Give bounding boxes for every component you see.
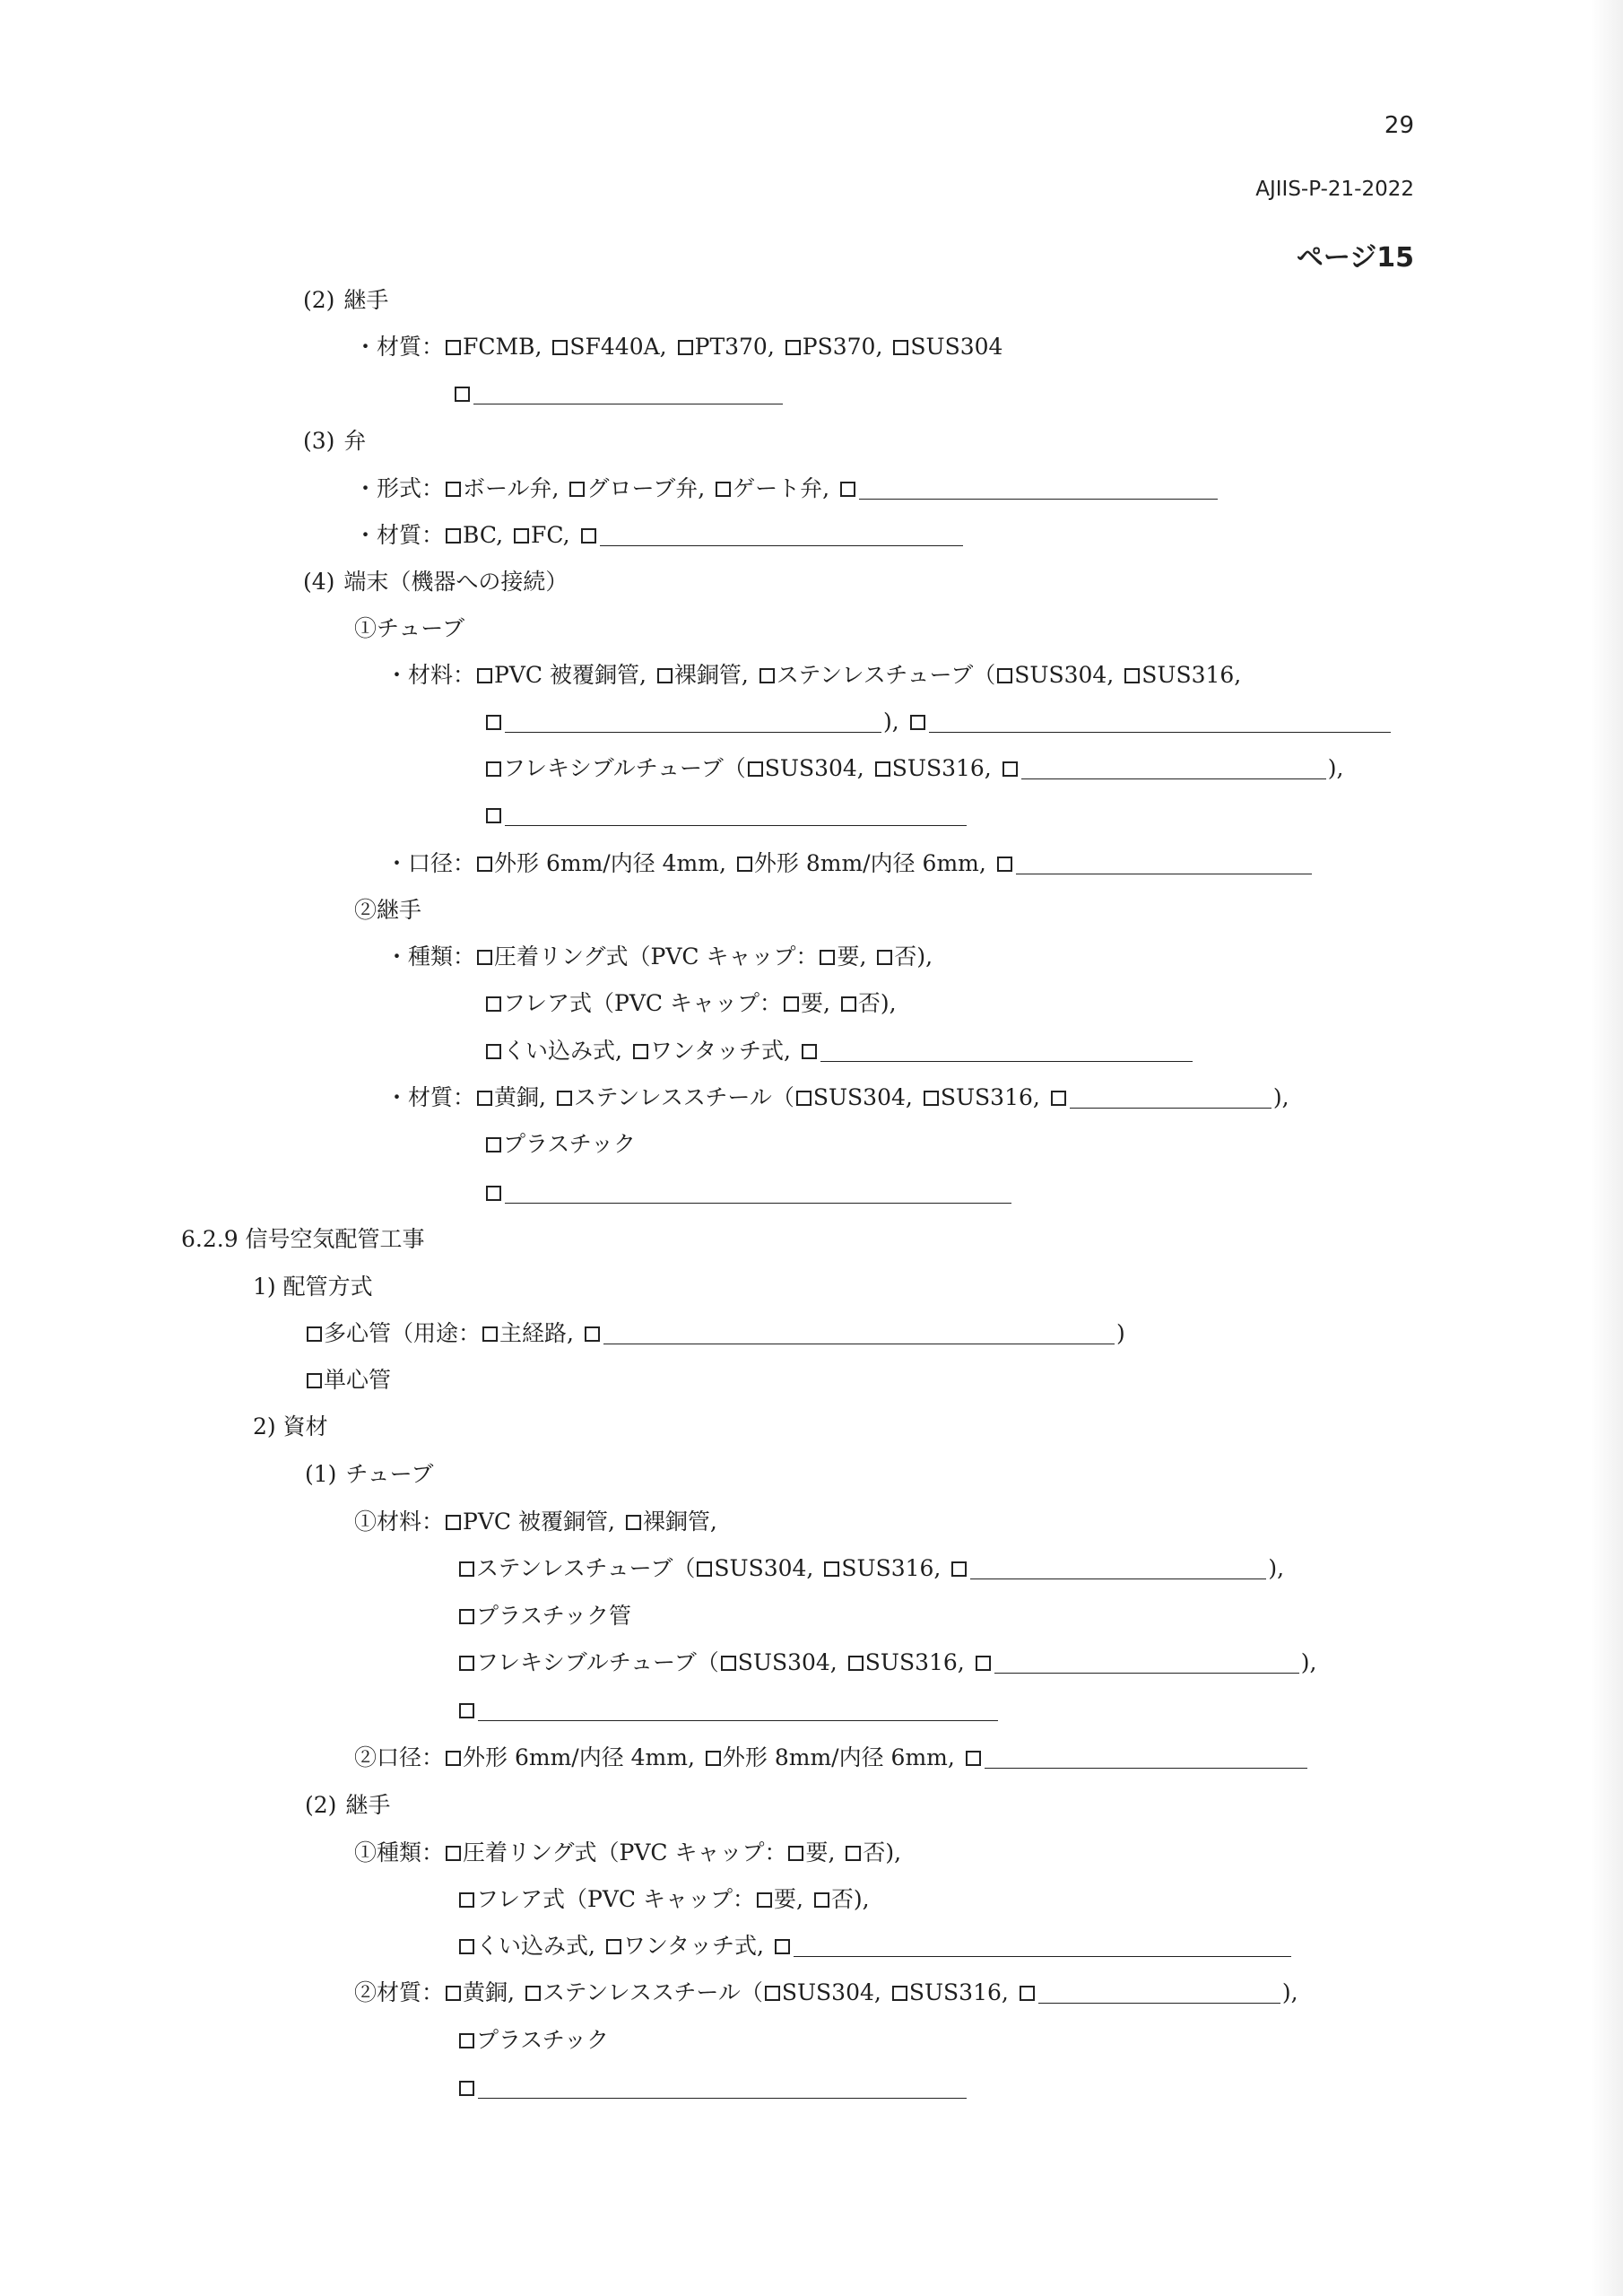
form-row: ステンレスチューブ（ SUS304, SUS316, ), bbox=[457, 1553, 1284, 1584]
checkbox[interactable] bbox=[820, 950, 835, 965]
blank-field[interactable] bbox=[794, 1936, 1291, 1957]
field-label: ・形式： bbox=[354, 475, 445, 501]
blank-field[interactable] bbox=[603, 1324, 1115, 1344]
checkbox[interactable] bbox=[581, 528, 596, 544]
subsection-heading: ①チューブ bbox=[354, 615, 465, 641]
checkbox[interactable] bbox=[892, 1986, 907, 2001]
field-label: ①材料： bbox=[354, 1509, 445, 1535]
form-row: ・材質： FCMB, SF440A, PT370, PS370, SUS304 bbox=[354, 332, 1002, 362]
checkbox[interactable] bbox=[307, 1326, 322, 1342]
form-row: ・口径： 外形 6mm/内径 4mm, 外形 8mm/内径 6mm, bbox=[386, 848, 1314, 879]
section-heading: (4) 端末（機器への接続） bbox=[303, 569, 568, 595]
checkbox[interactable] bbox=[757, 1892, 772, 1908]
checkbox[interactable] bbox=[706, 1751, 721, 1766]
blank-field[interactable] bbox=[478, 1700, 998, 1721]
form-row bbox=[457, 1695, 1000, 1726]
checkbox[interactable] bbox=[775, 1939, 790, 1954]
checkbox[interactable] bbox=[737, 857, 752, 872]
checkbox[interactable] bbox=[482, 1326, 498, 1342]
checkbox[interactable] bbox=[875, 761, 890, 777]
form-row: ②材質： 黄銅, ステンレススチール（ SUS304, SUS316, ), bbox=[354, 1978, 1298, 2008]
checkbox[interactable] bbox=[1020, 1986, 1035, 2001]
checkbox[interactable] bbox=[716, 482, 731, 497]
form-row: ), bbox=[484, 707, 1393, 737]
checkbox[interactable] bbox=[1051, 1091, 1066, 1106]
checkbox[interactable] bbox=[846, 1846, 861, 1861]
section-heading: 1) 配管方式 bbox=[253, 1274, 373, 1300]
subsection-heading: (1) チューブ bbox=[305, 1461, 434, 1487]
form-row: 単心管 bbox=[305, 1365, 391, 1396]
checkbox[interactable] bbox=[514, 528, 529, 544]
section-title: 6.2.9 信号空気配管工事 bbox=[181, 1226, 425, 1252]
checkbox[interactable] bbox=[824, 1561, 839, 1577]
form-row: ・材料： PVC 被覆銅管, 裸銅管, ステンレスチューブ（ SUS304, SUS316, bbox=[386, 660, 1241, 691]
checkbox[interactable] bbox=[477, 1091, 492, 1106]
form-row: ②口径： 外形 6mm/内径 4mm, 外形 8mm/内径 6mm, bbox=[354, 1743, 1309, 1773]
checkbox[interactable] bbox=[525, 1986, 541, 2001]
field-label: ・材質： bbox=[354, 334, 445, 360]
checkbox[interactable] bbox=[910, 715, 925, 730]
form-row: フレキシブルチューブ（ SUS304, SUS316, ), bbox=[457, 1648, 1316, 1678]
form-row bbox=[457, 2073, 968, 2103]
document-id: AJIIS-P-21-2022 bbox=[1255, 178, 1414, 201]
checkbox[interactable] bbox=[606, 1939, 621, 1954]
checkbox[interactable] bbox=[840, 482, 855, 497]
checkbox[interactable] bbox=[748, 761, 763, 777]
subsection-heading: (2) 継手 bbox=[305, 1792, 391, 1818]
checkbox[interactable] bbox=[848, 1656, 864, 1671]
checkbox[interactable] bbox=[459, 2081, 474, 2096]
blank-field[interactable] bbox=[473, 384, 783, 404]
form-row: ①材料： PVC 被覆銅管, 裸銅管, bbox=[354, 1507, 717, 1537]
checkbox[interactable] bbox=[477, 668, 492, 683]
blank-field[interactable] bbox=[1021, 759, 1326, 779]
checkbox[interactable] bbox=[893, 340, 908, 355]
section-heading: (3) 弁 bbox=[303, 428, 367, 454]
form-row: ・種類： 圧着リング式（PVC キャップ： 要, 否), bbox=[386, 942, 933, 972]
blank-field[interactable] bbox=[1016, 854, 1312, 874]
checkbox[interactable] bbox=[486, 761, 501, 777]
blank-field[interactable] bbox=[505, 805, 967, 826]
form-row: くい込み式, ワンタッチ式, bbox=[457, 1931, 1293, 1961]
blank-field[interactable] bbox=[478, 2078, 967, 2099]
checkbox[interactable] bbox=[446, 340, 461, 355]
checkbox[interactable] bbox=[765, 1986, 780, 2001]
checkbox[interactable] bbox=[446, 482, 461, 497]
checkbox[interactable] bbox=[796, 1091, 812, 1106]
blank-field[interactable] bbox=[985, 1748, 1307, 1769]
blank-field[interactable] bbox=[505, 1183, 1011, 1204]
blank-field[interactable] bbox=[505, 712, 881, 733]
scan-edge bbox=[1591, 0, 1623, 2296]
checkbox[interactable] bbox=[459, 1939, 474, 1954]
section-heading: 2) 資材 bbox=[253, 1413, 328, 1439]
checkbox[interactable] bbox=[459, 1656, 474, 1671]
form-row: プラスチック管 bbox=[457, 1601, 631, 1631]
form-row: ・形式： ボール弁, グローブ弁, ゲート弁, bbox=[354, 474, 1219, 504]
blank-field[interactable] bbox=[1070, 1088, 1271, 1109]
checkbox[interactable] bbox=[459, 2033, 474, 2048]
form-row: 多心管（用途： 主経路, ) bbox=[305, 1318, 1125, 1349]
checkbox[interactable] bbox=[446, 1751, 461, 1766]
section-heading: (2) 継手 bbox=[303, 287, 389, 313]
field-label: ①種類： bbox=[354, 1839, 445, 1866]
form-row: フレア式（PVC キャップ： 要, 否), bbox=[484, 988, 897, 1019]
checkbox[interactable] bbox=[307, 1373, 322, 1388]
checkbox[interactable] bbox=[459, 1609, 474, 1624]
checkbox[interactable] bbox=[552, 340, 568, 355]
checkbox[interactable] bbox=[477, 950, 492, 965]
checkbox[interactable] bbox=[455, 387, 470, 402]
checkbox[interactable] bbox=[785, 340, 801, 355]
subsection-heading: ②継手 bbox=[354, 897, 422, 923]
form-row: ①種類： 圧着リング式（PVC キャップ： 要, 否), bbox=[354, 1838, 901, 1868]
form-row: ・材質： 黄銅, ステンレススチール（ SUS304, SUS316, ), bbox=[386, 1083, 1289, 1113]
form-row bbox=[484, 800, 968, 831]
checkbox[interactable] bbox=[486, 996, 501, 1012]
checkbox[interactable] bbox=[459, 1561, 474, 1577]
checkbox[interactable] bbox=[459, 1703, 474, 1718]
checkbox[interactable] bbox=[633, 1044, 648, 1059]
checkbox[interactable] bbox=[721, 1656, 736, 1671]
checkbox[interactable] bbox=[486, 1186, 501, 1201]
checkbox[interactable] bbox=[814, 1892, 829, 1908]
checkbox[interactable] bbox=[569, 482, 585, 497]
checkbox[interactable] bbox=[951, 1561, 967, 1577]
checkbox[interactable] bbox=[841, 996, 856, 1012]
checkbox[interactable] bbox=[759, 668, 775, 683]
checkbox[interactable] bbox=[486, 808, 501, 823]
form-row: くい込み式, ワンタッチ式, bbox=[484, 1036, 1194, 1066]
form-row: プラスチック bbox=[457, 2025, 609, 2056]
checkbox[interactable] bbox=[924, 1091, 939, 1106]
page-label: ページ15 bbox=[1296, 242, 1414, 274]
blank-field[interactable] bbox=[970, 1559, 1266, 1579]
blank-field[interactable] bbox=[600, 526, 963, 546]
checkbox[interactable] bbox=[585, 1326, 600, 1342]
field-label: ・材料： bbox=[386, 662, 476, 688]
checkbox[interactable] bbox=[997, 857, 1012, 872]
checkbox[interactable] bbox=[626, 1515, 641, 1530]
blank-field[interactable] bbox=[929, 712, 1391, 733]
checkbox[interactable] bbox=[477, 857, 492, 872]
checkbox[interactable] bbox=[446, 528, 461, 544]
checkbox[interactable] bbox=[446, 1986, 461, 2001]
checkbox[interactable] bbox=[486, 715, 501, 730]
checkbox[interactable] bbox=[678, 340, 693, 355]
checkbox[interactable] bbox=[486, 1044, 501, 1059]
checkbox[interactable] bbox=[997, 668, 1012, 683]
checkbox[interactable] bbox=[877, 950, 892, 965]
page-number: 29 bbox=[1384, 112, 1414, 139]
field-label: ・材質： bbox=[386, 1084, 476, 1110]
form-row: フレア式（PVC キャップ： 要, 否), bbox=[457, 1884, 870, 1915]
checkbox[interactable] bbox=[802, 1044, 817, 1059]
blank-field[interactable] bbox=[1038, 1983, 1280, 2004]
checkbox[interactable] bbox=[1124, 668, 1140, 683]
checkbox[interactable] bbox=[697, 1561, 712, 1577]
checkbox[interactable] bbox=[446, 1515, 461, 1530]
form-row: フレキシブルチューブ（ SUS304, SUS316, ), bbox=[484, 753, 1343, 784]
form-row: プラスチック bbox=[484, 1129, 636, 1160]
checkbox[interactable] bbox=[784, 996, 799, 1012]
form-row bbox=[484, 1178, 1013, 1208]
form-row bbox=[453, 378, 785, 409]
checkbox[interactable] bbox=[976, 1656, 991, 1671]
checkbox[interactable] bbox=[966, 1751, 981, 1766]
checkbox[interactable] bbox=[557, 1091, 572, 1106]
checkbox[interactable] bbox=[459, 1892, 474, 1908]
blank-field[interactable] bbox=[820, 1041, 1193, 1062]
field-label: ②口径： bbox=[354, 1744, 445, 1770]
blank-field[interactable] bbox=[994, 1653, 1299, 1674]
field-label: ・材質： bbox=[354, 522, 445, 548]
blank-field[interactable] bbox=[859, 479, 1218, 500]
checkbox[interactable] bbox=[446, 1846, 461, 1861]
field-label: ・種類： bbox=[386, 944, 476, 970]
field-label: ②材質： bbox=[354, 1979, 445, 2005]
field-label: ・口径： bbox=[386, 850, 476, 876]
form-row: ・材質： BC, FC, bbox=[354, 520, 965, 551]
checkbox[interactable] bbox=[657, 668, 673, 683]
checkbox[interactable] bbox=[788, 1846, 803, 1861]
checkbox[interactable] bbox=[486, 1137, 501, 1152]
checkbox[interactable] bbox=[1002, 761, 1018, 777]
